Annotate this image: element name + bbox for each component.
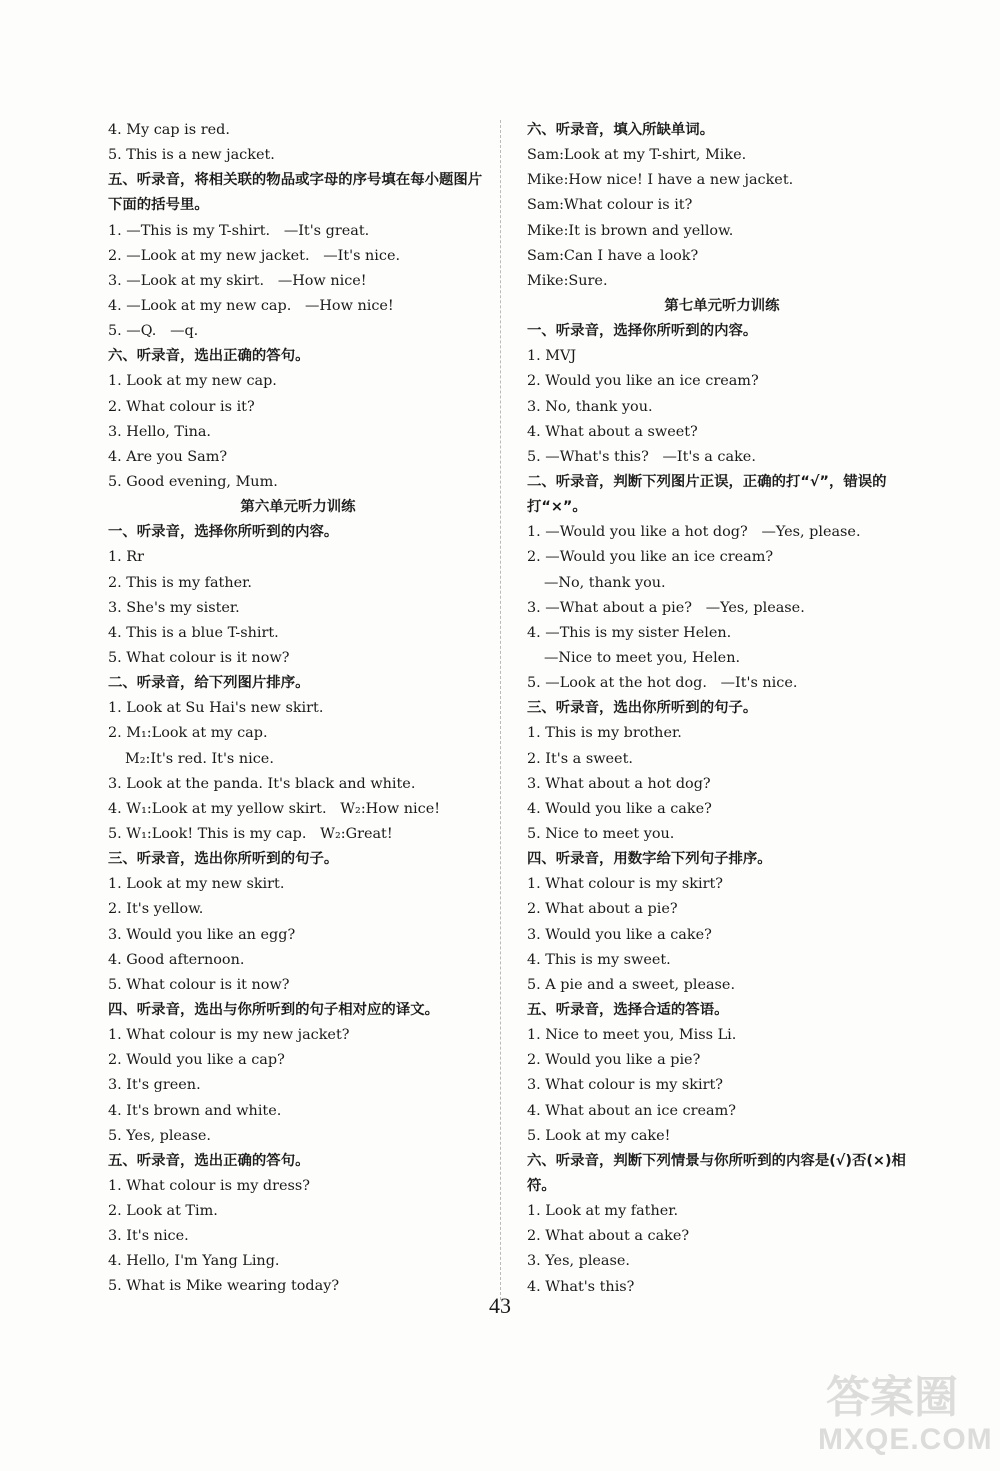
question-heading: 六、听录音，判断下列情景与你所听到的内容是(√)否(×)相符。	[527, 1152, 906, 1194]
transcript-line: M₂:It's red. It's nice.	[125, 750, 274, 767]
transcript-line: 1. This is my brother.	[527, 725, 682, 742]
question-heading: 六、听录音，选出正确的答句。	[108, 348, 310, 365]
transcript-line: —No, thank you.	[544, 574, 666, 591]
transcript-line: 3. —Look at my skirt. —How nice!	[108, 272, 367, 289]
section-title: 第六单元听力训练	[240, 499, 356, 516]
transcript-line: 1. What colour is my new jacket?	[108, 1027, 350, 1044]
transcript-line: 4. Would you like a cake?	[527, 800, 712, 817]
transcript-line: 1. Look at my new cap.	[108, 373, 277, 390]
transcript-line: 3. No, thank you.	[527, 398, 653, 415]
transcript-line: 2. Would you like an ice cream?	[527, 373, 759, 390]
transcript-line: 2. It's a sweet.	[527, 750, 633, 767]
transcript-line: Mike:How nice! I have a new jacket.	[527, 172, 794, 189]
transcript-line: 5. What colour is it now?	[108, 649, 290, 666]
transcript-line: 2. —Look at my new jacket. —It's nice.	[108, 247, 401, 264]
right-column	[527, 118, 917, 1300]
transcript-line: 3. It's nice.	[108, 1228, 189, 1245]
question-heading: 三、听录音，选出你所听到的句子。	[108, 851, 339, 868]
transcript-line: Sam:Can I have a look?	[527, 247, 699, 264]
column-divider	[500, 120, 501, 1300]
transcript-line: 4. Hello, I'm Yang Ling.	[108, 1253, 280, 1270]
question-heading: 五、听录音，选出正确的答句。	[108, 1152, 310, 1169]
transcript-line: 1. Look at my new skirt.	[108, 876, 285, 893]
transcript-line: 5. Nice to meet you.	[527, 825, 675, 842]
transcript-line: 3. She's my sister.	[108, 599, 240, 616]
question-heading: 一、听录音，选择你所听到的内容。	[527, 323, 758, 340]
transcript-line: 4. It's brown and white.	[108, 1102, 282, 1119]
transcript-line: 1. Look at Su Hai's new skirt.	[108, 700, 324, 717]
transcript-line: 5. —What's this? —It's a cake.	[527, 448, 756, 465]
transcript-line: 3. Would you like an egg?	[108, 926, 296, 943]
transcript-line: 5. What colour is it now?	[108, 976, 290, 993]
watermark-logo	[806, 1351, 993, 1461]
transcript-line: 4. W₁:Look at my yellow skirt. W₂:How nice!	[108, 800, 440, 817]
transcript-line: 1. Nice to meet you, Miss Li.	[527, 1027, 737, 1044]
transcript-line: 2. It's yellow.	[108, 901, 204, 918]
question-heading: 五、听录音，将相关联的物品或字母的序号填在每小题图片下面的括号里。	[108, 172, 483, 214]
transcript-line: 3. It's green.	[108, 1077, 201, 1094]
transcript-line: 5. This is a new jacket.	[108, 147, 275, 164]
transcript-line: 1. MVJ	[527, 348, 577, 365]
transcript-line: 2. What colour is it?	[108, 398, 255, 415]
transcript-line: 4. —Look at my new cap. —How nice!	[108, 298, 394, 314]
transcript-line: 2. —Would you like an ice cream?	[527, 549, 774, 566]
transcript-line: 3. Would you like a cake?	[527, 926, 712, 943]
transcript-line: Mike:It is brown and yellow.	[527, 222, 734, 239]
transcript-line: 3. Hello, Tina.	[108, 423, 212, 440]
transcript-line: 3. —What about a pie? —Yes, please.	[527, 599, 805, 616]
transcript-line: 5. What is Mike wearing today?	[108, 1278, 340, 1295]
transcript-line: 2. This is my father.	[108, 574, 252, 591]
section-title: 第七单元听力训练	[664, 297, 780, 314]
transcript-line: 1. —This is my T-shirt. —It's great.	[108, 222, 370, 239]
question-heading: 二、听录音，判断下列图片正误，正确的打“√”，错误的打“×”。	[527, 473, 887, 516]
transcript-line: 1. What colour is my dress?	[108, 1177, 311, 1194]
transcript-line: 2. Would you like a pie?	[527, 1052, 701, 1069]
question-heading: 四、听录音，选出与你所听到的句子相对应的译文。	[108, 1001, 439, 1018]
watermark-en: MXQE.COM	[818, 1423, 993, 1456]
transcript-line: 5. A pie and a sweet, please.	[527, 976, 736, 993]
transcript-line: 4. What about an ice cream?	[527, 1102, 736, 1119]
transcript-line: 5. W₁:Look! This is my cap. W₂:Great!	[108, 825, 393, 842]
transcript-line: 1. —Would you like a hot dog? —Yes, please.	[527, 524, 861, 541]
transcript-line: 1. What colour is my skirt?	[527, 876, 724, 893]
transcript-line: 2. What about a cake?	[527, 1228, 690, 1245]
question-heading: 一、听录音，选择你所听到的内容。	[108, 524, 339, 541]
transcript-line: 4. This is my sweet.	[527, 951, 671, 968]
transcript-line: 2. M₁:Look at my cap.	[108, 725, 268, 742]
transcript-line: Sam:What colour is it?	[527, 197, 693, 214]
question-heading: 二、听录音，给下列图片排序。	[108, 675, 310, 692]
transcript-line: 5. Yes, please.	[108, 1127, 211, 1144]
transcript-line: 3. Yes, please.	[527, 1253, 630, 1270]
transcript-line: 4. Good afternoon.	[108, 951, 245, 968]
transcript-line: 5. Look at my cake!	[527, 1127, 671, 1144]
transcript-line: 4. —This is my sister Helen.	[527, 624, 732, 641]
question-heading: 五、听录音，选择合适的答语。	[527, 1001, 729, 1018]
transcript-line: 4. What's this?	[527, 1278, 635, 1295]
transcript-line: Sam:Look at my T-shirt, Mike.	[527, 147, 747, 164]
transcript-line: 3. What colour is my skirt?	[527, 1077, 724, 1094]
question-heading: 四、听录音，用数字给下列句子排序。	[527, 851, 772, 868]
transcript-line: 2. What about a pie?	[527, 901, 678, 918]
transcript-line: 1. Look at my father.	[527, 1203, 679, 1220]
question-heading: 三、听录音，选出你所听到的句子。	[527, 700, 758, 717]
transcript-line: 4. Are you Sam?	[108, 448, 228, 465]
transcript-line: 5. —Look at the hot dog. —It's nice.	[527, 675, 798, 692]
page-number: 43	[489, 1293, 511, 1318]
transcript-line: 4. This is a blue T-shirt.	[108, 624, 279, 641]
transcript-line: 2. Would you like a cap?	[108, 1052, 285, 1069]
left-column	[108, 118, 488, 1300]
transcript-line: Mike:Sure.	[527, 272, 608, 289]
transcript-line: 4. What about a sweet?	[527, 423, 698, 440]
transcript-line: 1. Rr	[108, 549, 145, 566]
transcript-line: 3. Look at the panda. It's black and white.	[108, 775, 416, 792]
transcript-line: 5. —Q. —q.	[108, 323, 199, 340]
transcript-line: —Nice to meet you, Helen.	[544, 649, 741, 666]
watermark-cn: 答案圈	[826, 1372, 958, 1423]
transcript-line: 5. Good evening, Mum.	[108, 473, 278, 490]
transcript-line: 2. Look at Tim.	[108, 1203, 218, 1220]
transcript-line: 4. My cap is red.	[108, 122, 230, 138]
transcript-line: 3. What about a hot dog?	[527, 775, 711, 792]
question-heading: 六、听录音，填入所缺单词。	[527, 122, 715, 138]
